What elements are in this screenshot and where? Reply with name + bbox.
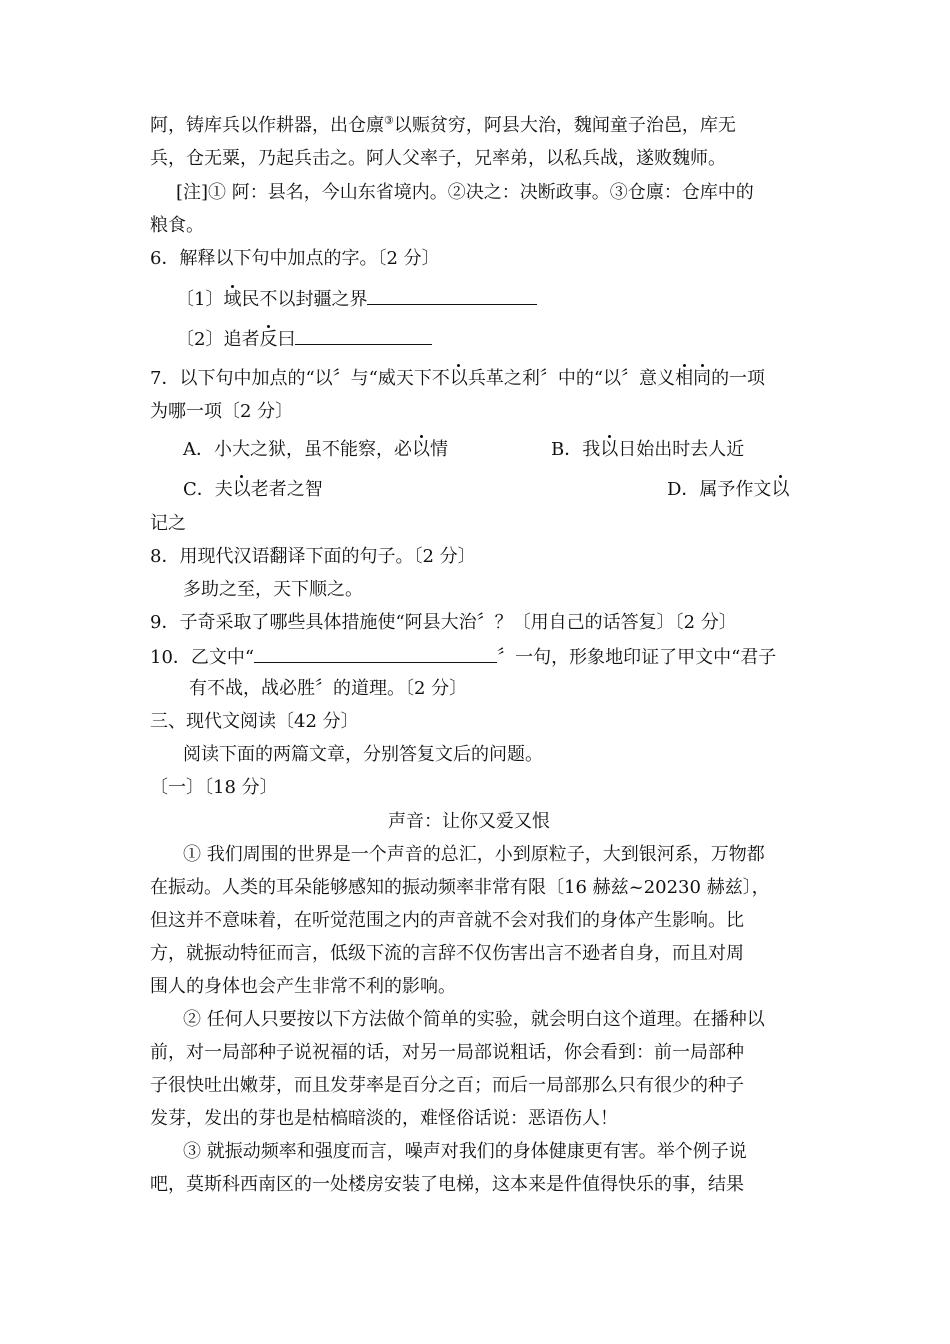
option-a: A．小大之狱，虽不能察，必以情 (183, 439, 448, 460)
question-8-stem: 8．用现代汉语翻译下面的句子。〔2 分〕 (150, 546, 476, 567)
annotation-note-cont: 粮食。 (150, 215, 204, 236)
question-8-sentence: 多助之至，天下顺之。 (183, 579, 363, 600)
option-b: B．我以日始出时去人近 (551, 439, 745, 460)
dotted-char: 以 (600, 439, 619, 460)
dotted-char: 以 (771, 479, 790, 500)
article-line: ③ 就振动频率和强度而言，噪声对我们的身体健康更有害。举个例子说 (183, 1141, 747, 1162)
question-7-stem-cont: 为哪一项〔2 分〕 (150, 401, 294, 422)
question-6-stem: 6．解释以下句中加点的字。〔2 分〕 (150, 248, 440, 269)
option-d-cont: 记之 (150, 513, 186, 534)
article-line: 在振动。人类的耳朵能够感知的振动频率非常有限〔16 赫兹~20230 赫兹〕， (150, 877, 770, 898)
option-d: D．属予作文以 (667, 479, 790, 500)
dotted-char: 域 (223, 289, 242, 310)
answer-blank[interactable] (295, 326, 432, 345)
article-line: 子很快吐出嫩芽，而且发芽率是百分之百；而后一局部那么只有很少的种子 (150, 1075, 744, 1096)
question-6-item-2: 〔2〕追者反曰 (176, 326, 432, 352)
article-line: ① 我们周围的世界是一个声音的总汇，小到原粒子，大到银河系，万物都 (183, 844, 765, 865)
question-6-item-1: 〔1〕域民不以封疆之界 (176, 286, 537, 312)
question-10-stem: 10．乙文中“ 〞一句，形象地印证了甲文中“君子 (150, 644, 776, 670)
annotation-note: [注]① 阿：县名，今山东省境内。②决之：决断政事。③仓廪：仓库中的 (176, 182, 754, 203)
passage-line: 兵，仓无粟，乃起兵击之。阿人父率子，兄率弟，以私兵战，遂败魏师。 (150, 148, 726, 169)
article-line: ② 任何人只要按以下方法做个简单的实验，就会明白这个道理。在播种以 (183, 1009, 765, 1030)
dotted-char: 相 (675, 368, 694, 389)
dotted-char: 以 (449, 368, 468, 389)
question-10-stem-cont: 有不战，战必胜〞的道理。〔2 分〕 (189, 678, 468, 699)
answer-blank[interactable] (254, 644, 497, 663)
option-c: C．夫以老者之智 (183, 479, 323, 500)
dotted-char: 以 (412, 439, 430, 460)
article-line: 方，就振动特征而言，低级下流的言辞不仅伤害出言不逊者自身，而且对周 (150, 943, 744, 964)
section-heading: 三、现代文阅读〔42 分〕 (150, 711, 359, 732)
article-line: 但这并不意味着，在听觉范围之内的声音就不会对我们的身体产生影响。比 (150, 910, 744, 931)
article-line: 发芽，发出的芽也是枯槁暗淡的，难怪俗话说：恶语伤人！ (150, 1108, 618, 1129)
section-instruction: 阅读下面的两篇文章，分别答复文后的问题。 (183, 744, 543, 765)
answer-blank[interactable] (367, 286, 537, 305)
dotted-char: 同 (693, 368, 712, 389)
article-line: 围人的身体也会产生非常不利的影响。 (150, 976, 456, 997)
footnote-marker: ③ (384, 114, 394, 127)
article-title: 声音：让你又爱又恨 (388, 811, 550, 832)
dotted-char: 以 (232, 479, 251, 500)
question-7-stem: 7．以下句中加点的“以〞与“威天下不以兵革之利〞中的“以〞意义相同的一项 (150, 368, 766, 389)
question-9-stem: 9．子奇采取了哪些具体措施使“阿县大治〞？〔用自己的话答复〕〔2 分〕 (150, 612, 737, 633)
part-label: 〔一〕〔18 分〕 (150, 777, 278, 798)
passage-line: 阿，铸库兵以作耕器，出仓廪③以赈贫穷，阿县大治，魏闻童子治邑，库无 (150, 114, 736, 136)
dotted-char: 反 (259, 329, 278, 350)
article-line: 吧，莫斯科西南区的一处楼房安装了电梯，这本来是件值得快乐的事，结果 (150, 1174, 744, 1195)
article-line: 前，对一局部种子说祝福的话，对另一局部说粗话，你会看到：前一局部种 (150, 1042, 744, 1063)
